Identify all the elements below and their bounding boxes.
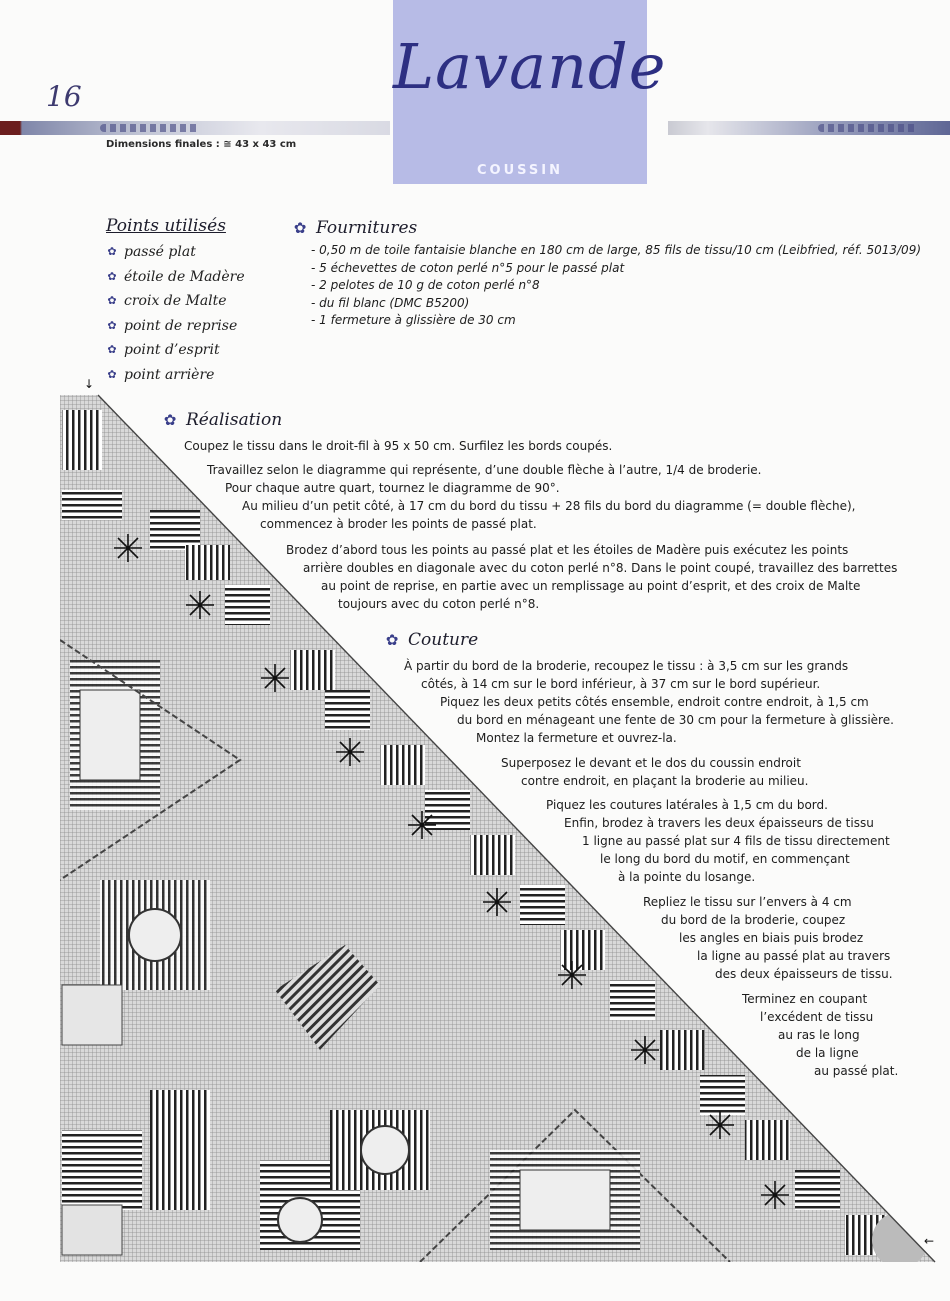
lavender-decoration [818, 124, 918, 132]
list-item: - 0,50 m de toile fantaisie blanche en 180 cm de large, 85 fils de tissu/10 cm (Leibfried, réf. 5013/09) [311, 243, 922, 257]
couture-line: des deux épaisseurs de tissu. [715, 967, 893, 981]
couture-line: côtés, à 14 cm sur le bord inférieur, à 37 cm sur le bord supérieur. [421, 677, 821, 691]
page-subtitle: COUSSIN [476, 163, 563, 178]
couture-line: 1 ligne au passé plat sur 4 fils de tissu directement [582, 834, 890, 848]
flower-icon: ✿ [107, 343, 117, 356]
page-number: 16 [46, 80, 82, 113]
list-item: - 1 fermeture à glissière de 30 cm [311, 313, 516, 327]
realisation-line: toujours avec du coton perlé n°8. [338, 597, 540, 611]
page-title: Lavande [393, 30, 667, 103]
realisation-line: Brodez d’abord tous les points au passé plat et les étoiles de Madère puis exécutez les points [286, 543, 849, 557]
list-item: - 2 pelotes de 10 g de coton perlé n°8 [311, 278, 540, 292]
flower-icon: ✿ [107, 294, 117, 307]
couture-line: du bord de la broderie, coupez [661, 913, 846, 927]
list-item: ✿ étoile de Madère [106, 265, 276, 290]
chart-arrow-right: ← [924, 1234, 935, 1248]
realisation-line: arrière doubles en diagonale avec du coton perlé n°8. Dans le point coupé, travaillez des barrettes [303, 561, 898, 575]
flower-icon: ✿ [107, 318, 117, 332]
flower-icon: ✿ [107, 269, 117, 283]
flower-icon: ✿ [107, 245, 117, 258]
couture-heading: ✿ Couture [385, 630, 479, 650]
list-item: - du fil blanc (DMC B5200) [311, 295, 470, 310]
realisation-heading: ✿ Réalisation [163, 410, 283, 430]
fournitures-heading: ✿ Fournitures [293, 218, 418, 238]
list-item: ✿ point de reprise [106, 314, 276, 339]
flower-icon: ✿ [163, 411, 177, 429]
realisation-line: Coupez le tissu dans le droit-fil à 95 x 50 cm. Surfilez les bords coupés. [184, 439, 613, 453]
realisation-line: Travaillez selon le diagramme qui représente, d’une double flèche à l’autre, 1/4 de broderie. [207, 463, 762, 477]
realisation-line: commencez à broder les points de passé plat. [260, 517, 537, 531]
couture-line: Piquez les coutures latérales à 1,5 cm du bord. [546, 798, 828, 812]
couture-line: de la ligne [796, 1046, 859, 1060]
couture-line: Terminez en coupant [742, 992, 868, 1006]
points-section [106, 216, 276, 387]
header-band-right [668, 121, 950, 135]
couture-line: À partir du bord de la broderie, recoupez le tissu : à 3,5 cm sur les grands [404, 659, 849, 673]
realisation-line: au point de reprise, en partie avec un remplissage au point d’esprit, et des croix de Malte [321, 579, 861, 593]
couture-line: l’excédent de tissu [760, 1010, 874, 1024]
lavender-decoration [100, 124, 200, 132]
couture-line: au passé plat. [814, 1064, 899, 1078]
couture-line: le long du bord du motif, en commençant [600, 852, 850, 866]
couture-line: du bord en ménageant une fente de 30 cm pour la fermeture à glissière. [457, 713, 894, 727]
couture-line: les angles en biais puis brodez [679, 931, 864, 945]
couture-line: Superposez le devant et le dos du coussin endroit [501, 756, 801, 770]
chart-arrow-top: ↓ [84, 377, 95, 391]
points-list [106, 240, 276, 387]
list-item: ✿ point arrière [106, 363, 276, 388]
list-item: ✿ passé plat [106, 240, 276, 265]
fournitures-list [311, 242, 921, 330]
title-box [393, 0, 667, 184]
flower-icon: ✿ [107, 367, 117, 381]
couture-line: Enfin, brodez à travers les deux épaisseurs de tissu [564, 816, 874, 830]
list-item: ✿ croix de Malte [106, 289, 276, 314]
couture-line: contre endroit, en plaçant la broderie au milieu. [521, 774, 809, 788]
couture-line: Montez la fermeture et ouvrez-la. [476, 731, 677, 745]
list-item: - 5 échevettes de coton perlé n°5 pour le passé plat [311, 260, 625, 275]
couture-line: Repliez le tissu sur l’envers à 4 cm [643, 895, 852, 909]
list-item: ✿ point d’esprit [106, 338, 276, 363]
couture-line: à la pointe du losange. [618, 870, 756, 884]
couture-line: Piquez les deux petits côtés ensemble, endroit contre endroit, à 1,5 cm [440, 695, 869, 709]
final-dimensions: Dimensions finales : ≅ 43 x 43 cm [106, 139, 297, 150]
flower-icon: ✿ [293, 219, 307, 237]
couture-line: au ras le long [778, 1028, 860, 1042]
flower-icon: ✿ [385, 631, 399, 649]
points-title: Points utilisés [106, 216, 226, 236]
couture-line: la ligne au passé plat au travers [697, 949, 891, 963]
realisation-line: Au milieu d’un petit côté, à 17 cm du bord du tissu + 28 fils du bord du diagramme (= double flèche), [242, 499, 856, 513]
header-band-left [0, 121, 390, 135]
realisation-line: Pour chaque autre quart, tournez le diagramme de 90°. [225, 481, 560, 495]
